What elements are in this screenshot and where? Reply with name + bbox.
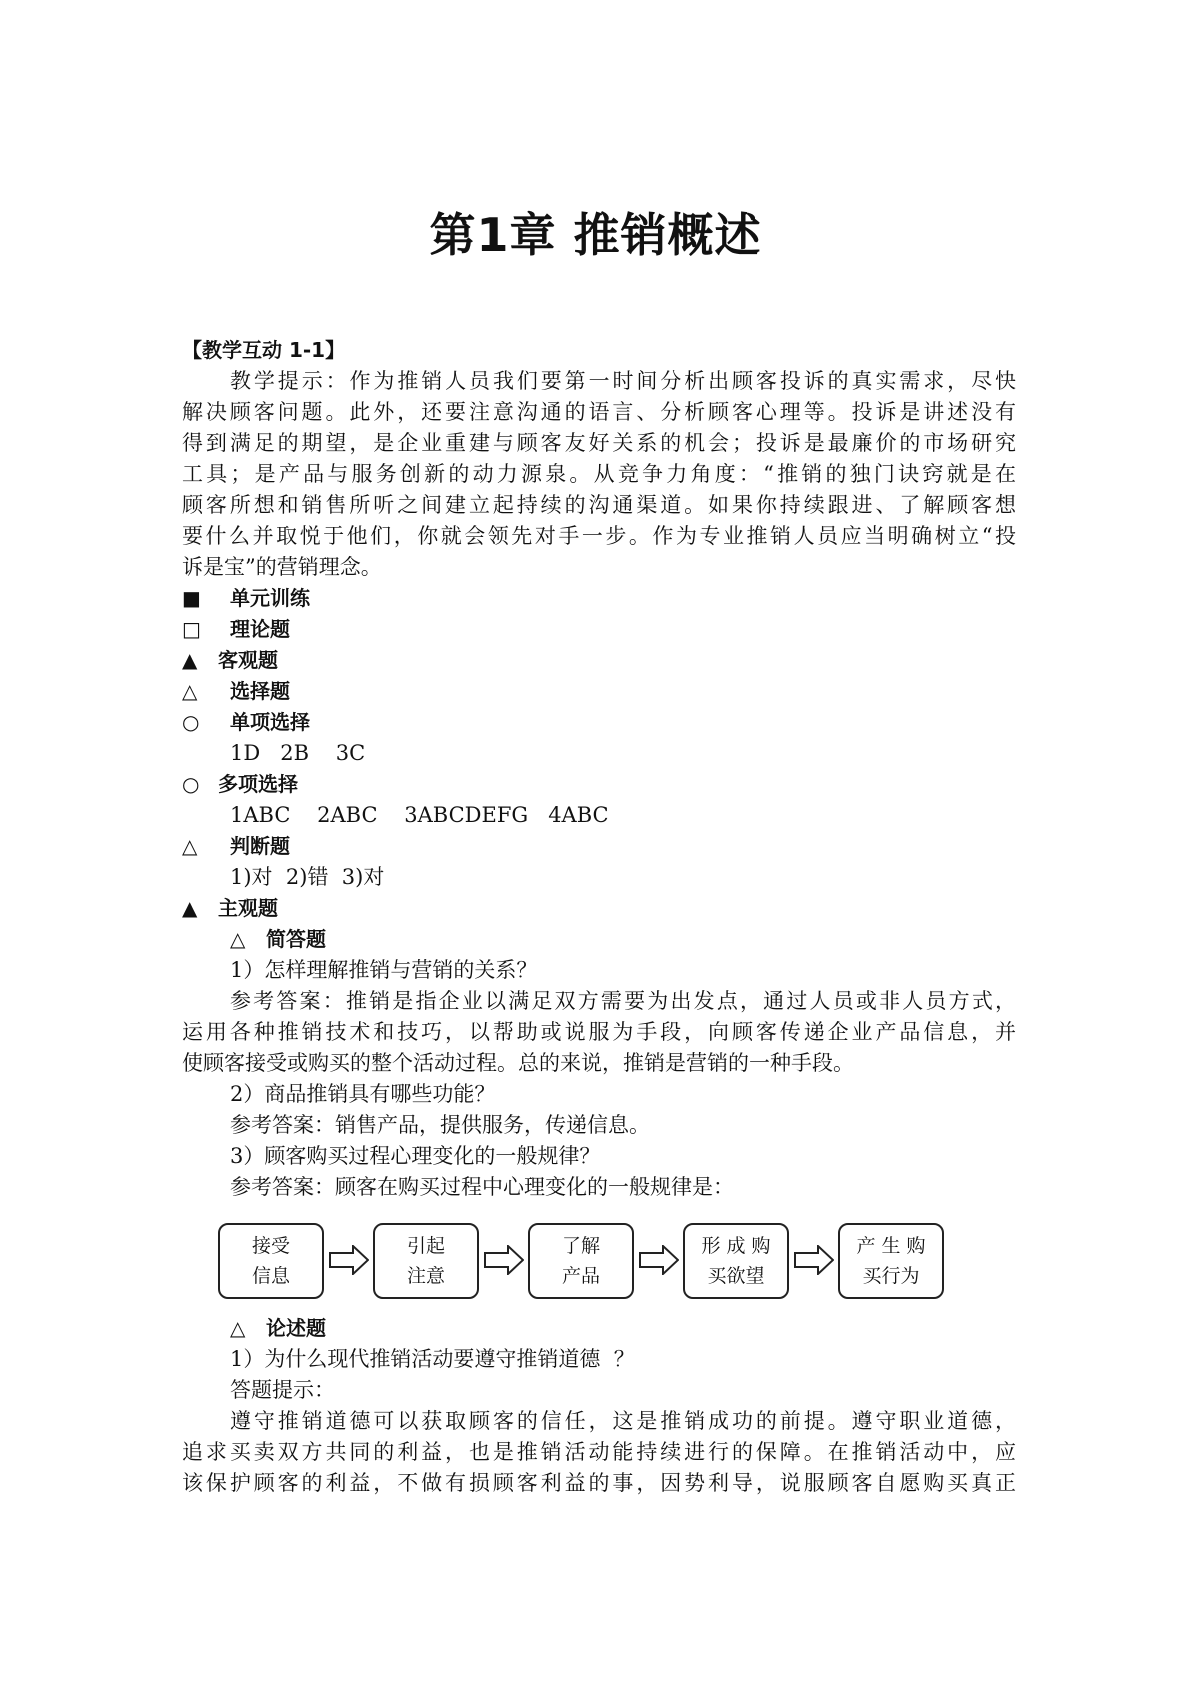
multiple-choice-answers: 1ABC 2ABC 3ABCDEFG 4ABC: [230, 803, 609, 827]
flow-step-text: 了解: [561, 1235, 600, 1257]
hollow-triangle-icon: △: [230, 927, 246, 951]
section-choice: [182, 676, 1016, 707]
section-label: 简答题: [266, 927, 326, 951]
flow-step-text: 产 生 购: [856, 1235, 926, 1257]
question: 3）顾客购买过程心理变化的一般规律？: [230, 1144, 601, 1168]
answer-line: 运用各种推销技术和技巧，以帮助或说服为手段，向顾客传递企业产品信息，并: [182, 1020, 1016, 1044]
question: 2）商品推销具有哪些功能？: [230, 1082, 496, 1106]
interaction-heading: 【教学互动 1-1】: [182, 338, 346, 362]
section-label: 多项选择: [218, 772, 298, 796]
flow-step-text: 产品: [561, 1265, 600, 1287]
flow-step-box: [373, 1223, 479, 1299]
hollow-triangle-icon: △: [182, 834, 198, 858]
hollow-triangle-icon: △: [230, 1316, 246, 1340]
section-label: 单元训练: [230, 586, 310, 610]
essay-line: 遵守推销道德可以获取顾客的信任，这是推销成功的前提。遵守职业道德，: [230, 1409, 1016, 1433]
hollow-square-icon: □: [182, 617, 201, 641]
section-label: 单项选择: [230, 710, 310, 734]
hollow-triangle-icon: △: [182, 679, 198, 703]
section-judge: [182, 831, 1016, 862]
tip-line: 要什么并取悦于他们，你就会领先对手一步。作为专业推销人员应当明确树立“投: [182, 524, 1016, 548]
section-theory: [182, 614, 1016, 645]
flow-step-text: 买欲望: [707, 1265, 765, 1287]
flow-step-text: 注意: [406, 1265, 445, 1287]
flow-step-text: 引起: [406, 1235, 445, 1257]
circle-icon: ○: [182, 772, 200, 796]
section-single-choice: [182, 707, 1016, 738]
filled-triangle-icon: ▲: [182, 648, 198, 672]
flow-step-text: 接受: [251, 1235, 290, 1257]
section-objective: [182, 645, 1016, 676]
section-label: 客观题: [218, 648, 278, 672]
tip-line: 教学提示：作为推销人员我们要第一时间分析出顾客投诉的真实需求，尽快: [230, 369, 1016, 393]
tip-line: 诉是宝”的营销理念。: [182, 555, 382, 579]
flow-step-box: [683, 1223, 789, 1299]
section-label: 主观题: [218, 896, 278, 920]
right-arrow-icon: [794, 1245, 834, 1275]
section-label: 选择题: [230, 679, 290, 703]
section-short-answer: [182, 924, 1016, 955]
question: 1）怎样理解推销与营销的关系？: [230, 958, 538, 982]
tip-line: 得到满足的期望，是企业重建与顾客友好关系的机会；投诉是最廉价的市场研究: [182, 431, 1016, 455]
psychology-flow-diagram: [182, 1211, 1016, 1307]
single-choice-answers: 1D 2B 3C: [230, 741, 366, 765]
flow-step-box: [838, 1223, 944, 1299]
section-label: 判断题: [230, 834, 290, 858]
tip-line: 解决顾客问题。此外，还要注意沟通的语言、分析顾客心理等。投诉是讲述没有: [182, 400, 1016, 424]
question: 1）为什么现代推销活动要遵守推销道德 ？: [230, 1347, 635, 1371]
section-subjective: [182, 893, 1016, 924]
filled-square-icon: ■: [182, 586, 201, 610]
answer-line: 参考答案：顾客在购买过程中心理变化的一般规律是：: [230, 1175, 734, 1199]
answer-line: 使顾客接受或购买的整个活动过程。总的来说，推销是营销的一种手段。: [182, 1051, 854, 1075]
answer-hint-label: 答题提示：: [230, 1378, 335, 1402]
right-arrow-icon: [639, 1245, 679, 1275]
answer-line: 参考答案：推销是指企业以满足双方需要为出发点，通过人员或非人员方式，: [230, 989, 1016, 1013]
right-arrow-icon: [329, 1245, 369, 1275]
section-label: 论述题: [266, 1316, 326, 1340]
circle-icon: ○: [182, 710, 200, 734]
right-arrow-icon: [484, 1245, 524, 1275]
flow-step-text: 信息: [251, 1265, 290, 1287]
section-multiple-choice: [182, 769, 1016, 800]
answer-line: 参考答案：销售产品，提供服务，传递信息。: [230, 1113, 650, 1137]
section-essay: [182, 1313, 1016, 1344]
chapter-content: [182, 335, 1016, 1499]
essay-line: 该保护顾客的利益，不做有损顾客利益的事，因势利导，说服顾客自愿购买真正: [182, 1471, 1016, 1495]
flow-step-text: 买行为: [862, 1265, 920, 1287]
tip-line: 顾客所想和销售所听之间建立起持续的沟通渠道。如果你持续跟进、了解顾客想: [182, 493, 1016, 517]
essay-line: 追求买卖双方共同的利益，也是推销活动能持续进行的保障。在推销活动中，应: [182, 1440, 1016, 1464]
tip-line: 工具；是产品与服务创新的动力源泉。从竞争力角度：“推销的独门诀窍就是在: [182, 462, 1016, 486]
chapter-title: 第1章 推销概述: [429, 208, 762, 262]
judge-answers: 1)对 2)错 3)对: [230, 865, 385, 889]
section-unit-training: [182, 583, 1016, 614]
filled-triangle-icon: ▲: [182, 896, 198, 920]
flow-step-box: [528, 1223, 634, 1299]
flow-step-box: [218, 1223, 324, 1299]
flow-step-text: 形 成 购: [701, 1235, 771, 1257]
section-label: 理论题: [230, 617, 290, 641]
